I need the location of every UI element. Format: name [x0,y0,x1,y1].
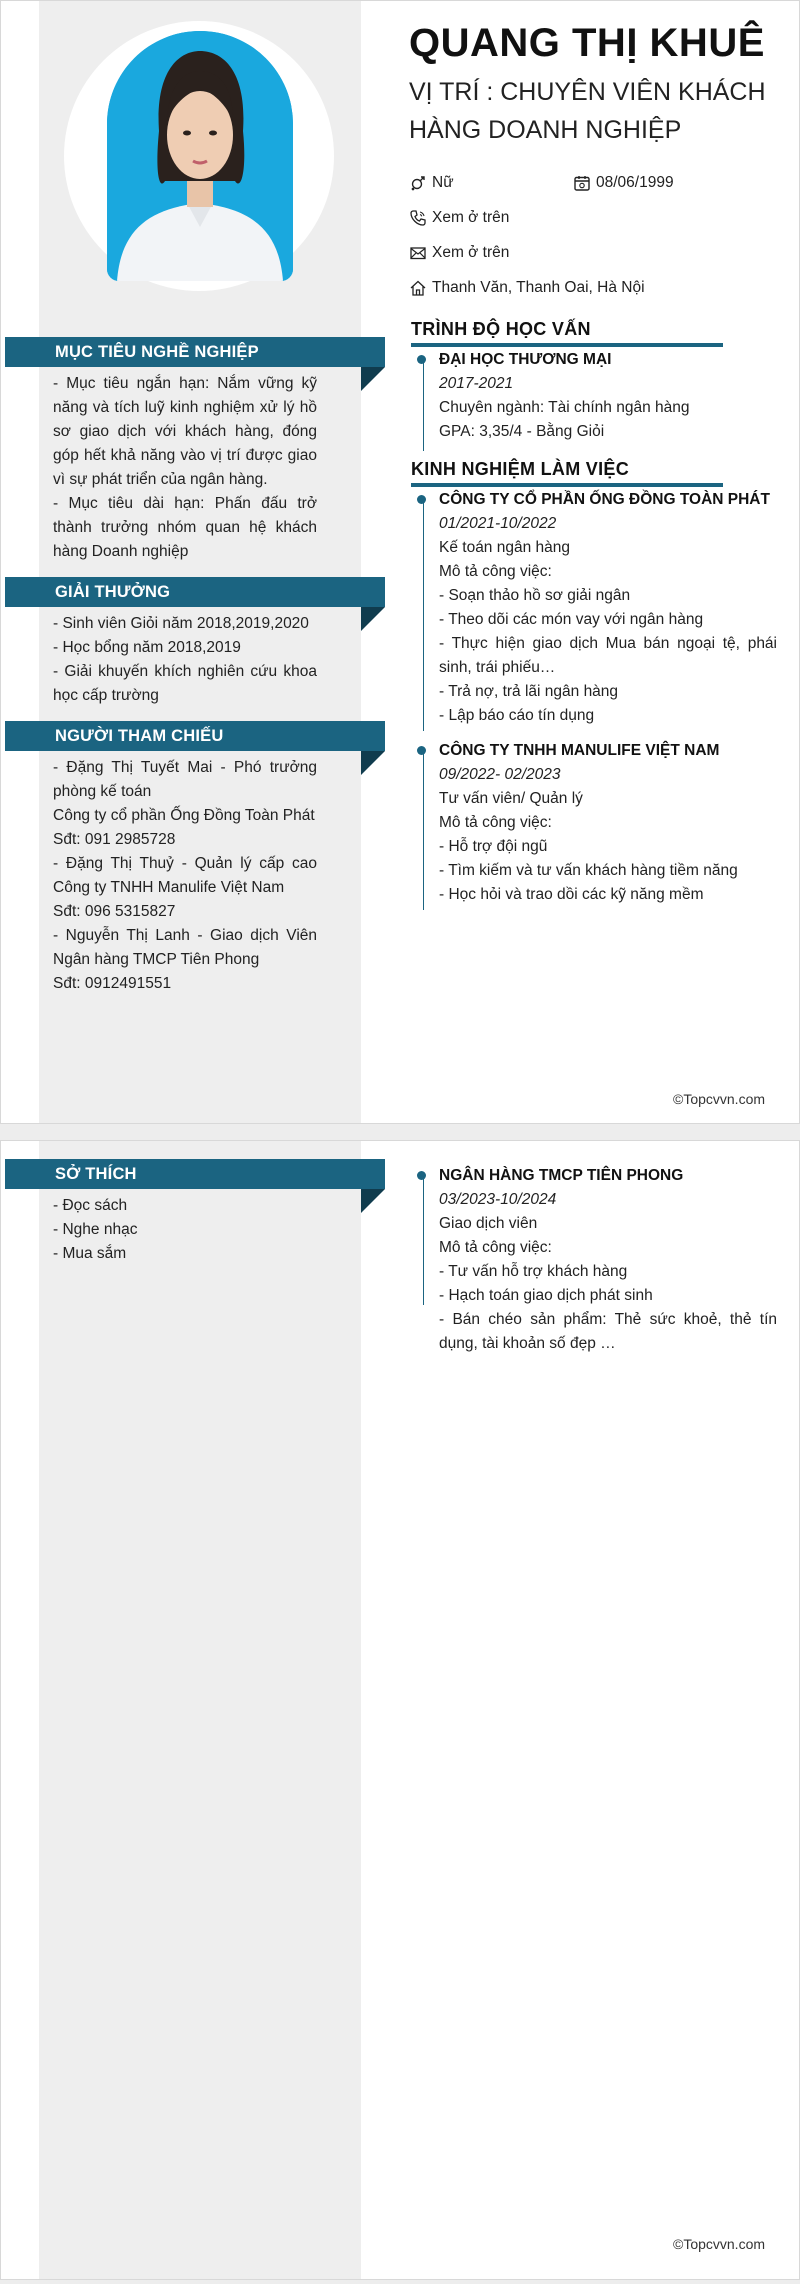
gender-row [409,173,454,193]
phone-value: Xem ở trên [432,209,510,226]
education-timeline [423,359,424,451]
education-heading: TRÌNH ĐỘ HỌC VẤN [411,319,591,339]
job-desc-label: Mô tả công việc: [439,814,552,831]
experience-underline [411,483,723,487]
objective-text [53,372,317,564]
cv-page-1 [0,0,800,1124]
envelope-icon [409,244,427,262]
email-row [409,243,509,263]
job-entry [439,488,777,728]
home-icon [409,279,427,297]
reference-line: Sđt: 096 5315827 [53,903,176,920]
sidebar-background [39,1141,361,2279]
school-name: ĐẠI HỌC THƯƠNG MẠI [439,351,612,368]
hobby-item: - Mua sắm [53,1245,127,1262]
gender-icon [409,174,427,192]
job-role: Kế toán ngân hàng [439,539,571,556]
job-role: Tư vấn viên/ Quản lý [439,790,583,807]
address-row [409,278,645,298]
job-period: 03/2023-10/2024 [439,1191,557,1208]
education-underline [411,343,723,347]
job-task: - Hỗ trợ đội ngũ [439,838,548,855]
hobbies-list [53,1194,317,1266]
award-item: - Sinh viên Giỏi năm 2018,2019,2020 [53,615,309,632]
job-task: - Tư vấn hỗ trợ khách hàng [439,1263,628,1280]
hobby-item: - Đọc sách [53,1197,128,1214]
reference-line: Sđt: 091 2985728 [53,831,176,848]
objective-line: - Mục tiêu ngắn hạn: Nắm vững kỹ năng và tích luỹ kinh nghiệm xử lý hồ sơ giao dịch với khách hàng, đóng góp hết khả năng vào vị trí được giao vì sự phát triển của ngân hàng. [53,375,317,488]
job-task: - Bán chéo sản phẩm: Thẻ sức khoẻ, thẻ tín dụng, tài khoản số đẹp … [439,1311,777,1352]
job-task: - Học hỏi và trao dồi các kỹ năng mềm [439,886,704,903]
job-task: - Thực hiện giao dịch Mua bán ngoại tệ, phái sinh, trái phiếu… [439,635,777,676]
job-desc-label: Mô tả công việc: [439,563,552,580]
job-task: - Soạn thảo hồ sơ giải ngân [439,587,631,604]
candidate-name: QUANG THỊ KHUÊ [409,21,765,65]
job-desc-label: Mô tả công việc: [439,1239,552,1256]
references-ribbon-fold [361,751,385,775]
hobbies-ribbon-fold [361,1189,385,1213]
job-role: Giao dịch viên [439,1215,538,1232]
award-item: - Giải khuyến khích nghiên cứu khoa học cấp trường [53,663,317,704]
phone-row [409,208,509,228]
footer-credit: ©Topcvvn.com [673,2236,766,2252]
objective-ribbon-fold [361,367,385,391]
reference-line: - Nguyễn Thị Lanh - Giao dịch Viên Ngân hàng TMCP Tiên Phong [53,927,317,968]
job-company: NGÂN HÀNG TMCP TIÊN PHONG [439,1167,684,1184]
email-value: Xem ở trên [432,244,510,261]
references-text [53,756,317,996]
award-item: - Học bổng năm 2018,2019 [53,639,241,656]
reference-line: - Đặng Thị Thuỷ - Quản lý cấp cao Công ty TNHH Manulife Việt Nam [53,855,317,896]
job-task: - Tìm kiếm và tư vấn khách hàng tiềm năng [439,862,738,879]
awards-ribbon-fold [361,607,385,631]
job-task: - Trả nợ, trả lãi ngân hàng [439,683,619,700]
job-period: 09/2022- 02/2023 [439,766,561,783]
reference-line: Sđt: 0912491551 [53,975,172,992]
education-gpa: GPA: 3,35/4 - Bằng Giỏi [439,423,605,440]
education-period: 2017-2021 [439,375,514,392]
address-value: Thanh Văn, Thanh Oai, Hà Nội [432,279,645,296]
phone-icon [409,209,427,227]
education-bullet [417,355,426,364]
job-entry [439,1164,777,1356]
education-major: Chuyên ngành: Tài chính ngân hàng [439,399,690,416]
job-bullet [417,1171,426,1180]
experience-heading: KINH NGHIỆM LÀM VIỆC [411,459,630,479]
job-company: CÔNG TY CỔ PHẦN ỐNG ĐỒNG TOÀN PHÁT [439,491,770,508]
job-bullet [417,495,426,504]
reference-line: Công ty cổ phần Ống Đồng Toàn Phát [53,807,315,824]
gender-value: Nữ [432,174,454,191]
job-company: CÔNG TY TNHH MANULIFE VIỆT NAM [439,742,720,759]
birthday-value: 08/06/1999 [596,174,674,191]
job-timeline [423,499,424,731]
birthday-row [573,173,674,193]
objective-heading: MỤC TIÊU NGHỀ NGHIỆP [5,337,385,367]
cv-page-2 [0,1140,800,2280]
job-period: 01/2021-10/2022 [439,515,557,532]
job-task: - Hạch toán giao dịch phát sinh [439,1287,653,1304]
profile-photo [107,31,293,281]
footer-credit: ©Topcvvn.com [673,1091,766,1107]
education-entry [439,348,777,444]
objective-line: - Mục tiêu dài hạn: Phấn đấu trở thành trưởng nhóm quan hệ khách hàng Doanh nghiệp [53,495,317,560]
job-task: - Theo dõi các món vay với ngân hàng [439,611,704,628]
calendar-icon [573,174,591,192]
job-entry [439,739,777,907]
job-bullet [417,746,426,755]
awards-heading: GIẢI THƯỞNG [5,577,385,607]
awards-text [53,612,317,708]
hobby-item: - Nghe nhạc [53,1221,138,1238]
job-position: VỊ TRÍ : CHUYÊN VIÊN KHÁCH HÀNG DOANH NGHIỆP [409,78,766,144]
job-task: - Lập báo cáo tín dụng [439,707,595,724]
reference-line: - Đặng Thị Tuyết Mai - Phó trưởng phòng kế toán [53,759,317,800]
job-timeline [423,750,424,910]
hobbies-heading: SỞ THÍCH [5,1159,385,1189]
job-timeline [423,1175,424,1305]
references-heading: NGƯỜI THAM CHIẾU [5,721,385,751]
